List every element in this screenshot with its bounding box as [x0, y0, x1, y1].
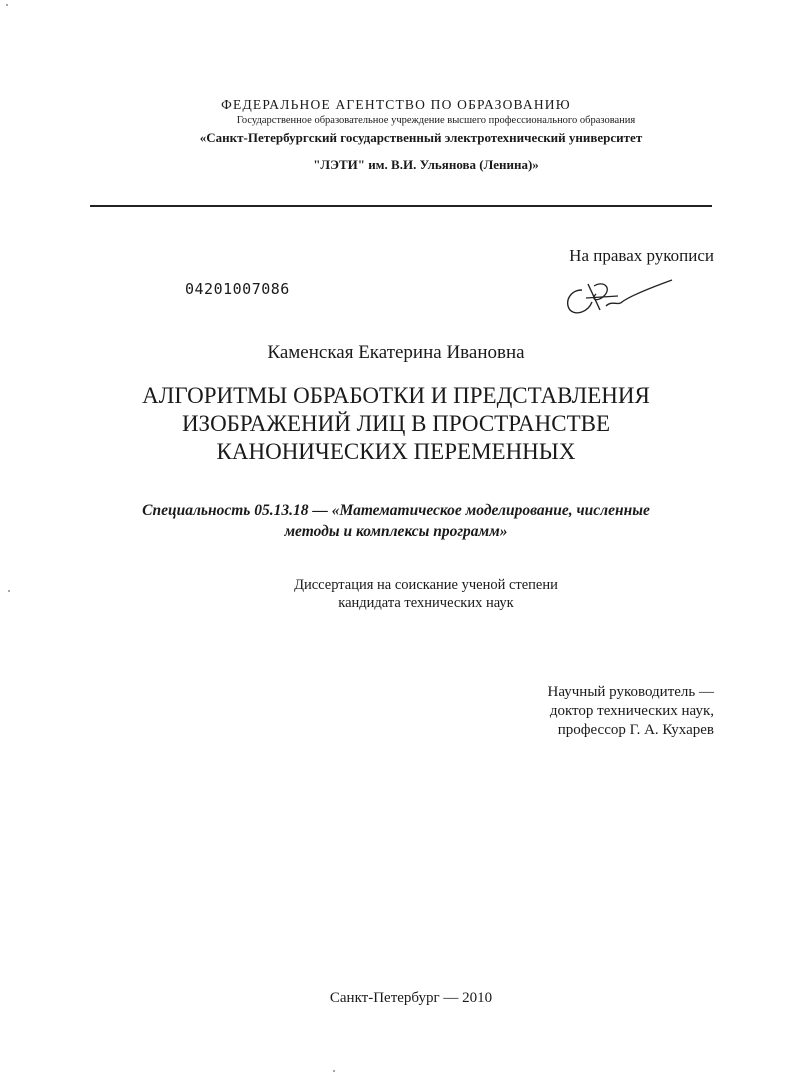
degree-line: кандидата технических наук [338, 595, 514, 611]
scan-speck [333, 1070, 335, 1072]
specialty-line: Специальность 05.13.18 — «Математическое моделирование, численные [142, 502, 650, 519]
title-line: ИЗОБРАЖЕНИЙ ЛИЦ В ПРОСТРАНСТВЕ [181, 411, 611, 436]
institution-type: Государственное образовательное учреждение высшего профессионального образования [236, 115, 636, 126]
degree-line: Диссертация на соискание ученой степени [294, 577, 558, 593]
supervisor-line: доктор технических наук, [549, 703, 714, 719]
specialty-line: методы и комплексы программ» [284, 523, 508, 540]
agency-name: ФЕДЕРАЛЬНОЕ АГЕНТСТВО ПО ОБРАЗОВАНИЮ [221, 97, 571, 112]
degree-statement [30, 576, 792, 612]
city-year: Санкт-Петербург — 2010 [329, 990, 493, 1006]
supervisor-block [548, 683, 714, 740]
author-name: Каменская Екатерина Ивановна [267, 342, 525, 363]
title-line: АЛГОРИТМЫ ОБРАБОТКИ И ПРЕДСТАВЛЕНИЯ [142, 383, 650, 408]
scan-speck [8, 590, 10, 592]
title-line: КАНОНИЧЕСКИХ ПЕРЕМЕННЫХ [216, 439, 576, 464]
university-short-name: "ЛЭТИ" им. В.И. Ульянова (Ленина)» [313, 157, 539, 172]
signature-icon [560, 272, 680, 322]
manuscript-note: На правах рукописи [569, 246, 714, 265]
supervisor-line: Научный руководитель — [547, 684, 714, 700]
scan-speck [6, 4, 8, 6]
specialty [0, 500, 792, 542]
document-code: 04201007086 [185, 280, 290, 298]
header-divider [90, 205, 712, 207]
university-name: «Санкт-Петербургский государственный электротехнический университет [199, 130, 643, 145]
dissertation-title [0, 382, 792, 466]
supervisor-line: профессор Г. А. Кухарев [557, 722, 714, 738]
